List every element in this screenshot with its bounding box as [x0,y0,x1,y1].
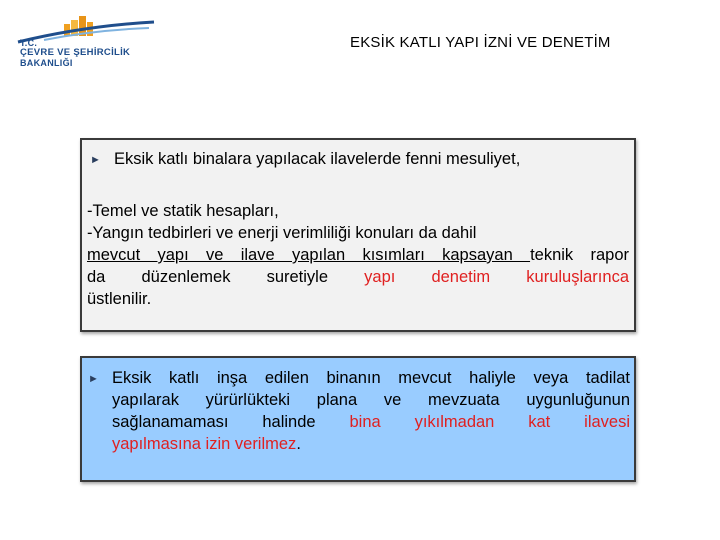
box2-line-1: Eksik katlı inşa edilen binanın mevcut haliyle veya tadilat [112,369,630,387]
logo-line-1: T.C. [20,38,38,48]
box1-line-3-rest: teknik rapor [530,246,629,264]
logo-line-2: ÇEVRE VE ŞEHİRCİLİK [20,47,131,58]
box1-line-3 [87,244,629,266]
page-title: EKSİK KATLI YAPI İZNİ VE DENETİM [350,34,611,51]
box2-line-2: yapılarak yürürlükteki plana ve mevzuata uygunluğunun [112,391,630,409]
box1-line-4-black: da düzenlemek suretiyle [87,268,365,286]
box2-line-3-red: bina yıkılmadan kat ilavesi [349,413,630,431]
box1-bullet-text: Eksik katlı binalara yapılacak ilavelerde fenni mesuliyet, [114,150,521,168]
box1-line-5: üstlenilir. [87,290,152,308]
box1-line-3-underlined: mevcut yapı ve ilave yapılan kısımları kapsayan [87,246,531,264]
box2-paragraph [112,367,630,455]
logo-line-3: BAKANLIĞI [20,58,73,68]
bullet-arrow-icon: ► [88,373,99,385]
content-box-1 [80,138,636,332]
box1-line-1: -Temel ve statik hesapları, [87,202,279,220]
box1-paragraph [87,200,629,310]
box2-line-4-end: . [296,435,301,453]
box1-line-4-red: yapı denetim kuruluşlarınca [364,268,629,286]
box1-line-2: -Yangın tedbirleri ve enerji verimliliği konuları da dahil [87,224,477,242]
ministry-logo [14,16,164,68]
box1-line-4 [87,266,629,288]
content-box-2 [80,356,636,482]
box2-line-4-red: yapılmasına izin verilmez [112,435,297,453]
box2-line-3 [112,411,630,433]
box2-line-4 [112,433,630,455]
box2-line-3-black: sağlanamaması halinde [112,413,350,431]
bullet-arrow-icon: ► [90,154,101,166]
